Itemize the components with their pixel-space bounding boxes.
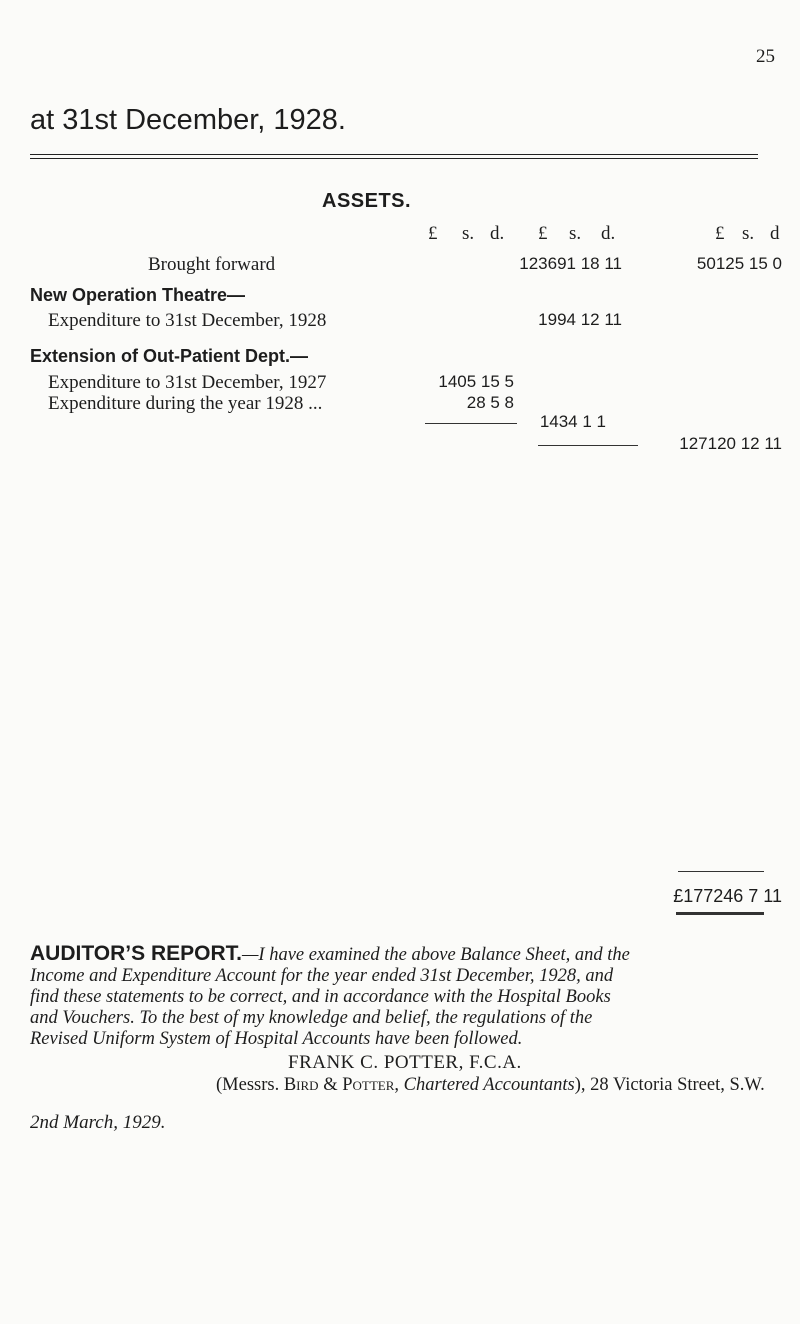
col3-shilling-head: s.	[742, 223, 755, 244]
outpatient-extension-heading: Extension of Out-Patient Dept.—	[30, 346, 309, 366]
carried-col3: 127120 12 11	[679, 434, 782, 453]
firm-role: Chartered Accountants	[399, 1075, 575, 1095]
col2-subtotal-rule	[538, 445, 638, 446]
col3-pence-head: d	[770, 223, 780, 244]
col2-shilling-head: s.	[569, 223, 582, 244]
title-rule-bottom	[30, 158, 758, 159]
firm-names: Bird & Potter,	[283, 1075, 400, 1095]
brought-forward-col2: 123691 18 11	[519, 254, 622, 273]
col1-shilling-head: s.	[462, 223, 475, 244]
grand-total-rule-top	[678, 871, 764, 872]
auditor-signature: FRANK C. POTTER, F.C.A.	[288, 1052, 522, 1073]
operation-theatre-col2: 1994 12 11	[538, 310, 622, 329]
auditor-report-heading: AUDITOR’S REPORT.	[30, 942, 242, 965]
outpatient-1927-col1: 1405 15 5	[438, 372, 514, 391]
firm-address: ), 28 Victoria Street, S.W.	[574, 1075, 765, 1095]
auditor-report-line1	[30, 943, 780, 966]
report-date: 2nd March, 1929.	[30, 1112, 166, 1133]
col3-pound-head: £	[715, 223, 725, 244]
col1-pence-head: d.	[490, 223, 505, 244]
outpatient-1927-label: Expenditure to 31st December, 1927	[48, 372, 327, 393]
outpatient-1928-label: Expenditure during the year 1928 ...	[48, 393, 323, 414]
auditor-report-line4: and Vouchers. To the best of my knowledge and belief, the regulations of the	[30, 1008, 593, 1028]
auditor-report-line5: Revised Uniform System of Hospital Accounts have been followed.	[30, 1029, 523, 1049]
brought-forward-col3: 50125 15 0	[696, 254, 782, 273]
page-number: 25	[756, 46, 775, 67]
title-rule-top	[30, 154, 758, 155]
auditor-firm-line	[216, 1075, 765, 1096]
operation-theatre-expenditure-label: Expenditure to 31st December, 1928	[48, 310, 327, 331]
auditor-report-line2: Income and Expenditure Account for the year ended 31st December, 1928, and	[30, 966, 614, 986]
new-operation-theatre-heading: New Operation Theatre—	[30, 285, 246, 305]
col2-pound-head: £	[538, 223, 548, 244]
grand-total: £177246 7 11	[673, 886, 782, 906]
auditor-report-text1: —I have examined the above Balance Sheet, and the	[241, 945, 630, 965]
col1-pound-head: £	[428, 223, 438, 244]
firm-open: (Messrs.	[216, 1075, 284, 1095]
outpatient-1928-col1: 28 5 8	[466, 393, 514, 412]
col2-pence-head: d.	[601, 223, 616, 244]
page-title: at 31st December, 1928.	[30, 104, 346, 136]
brought-forward-label: Brought forward	[148, 254, 276, 275]
auditor-report-line3: find these statements to be correct, and in accordance with the Hospital Books	[30, 987, 611, 1007]
outpatient-subtotal-col2: 1434 1 1	[539, 412, 606, 431]
grand-total-rule-bottom	[676, 912, 764, 915]
assets-heading: ASSETS.	[322, 190, 412, 212]
